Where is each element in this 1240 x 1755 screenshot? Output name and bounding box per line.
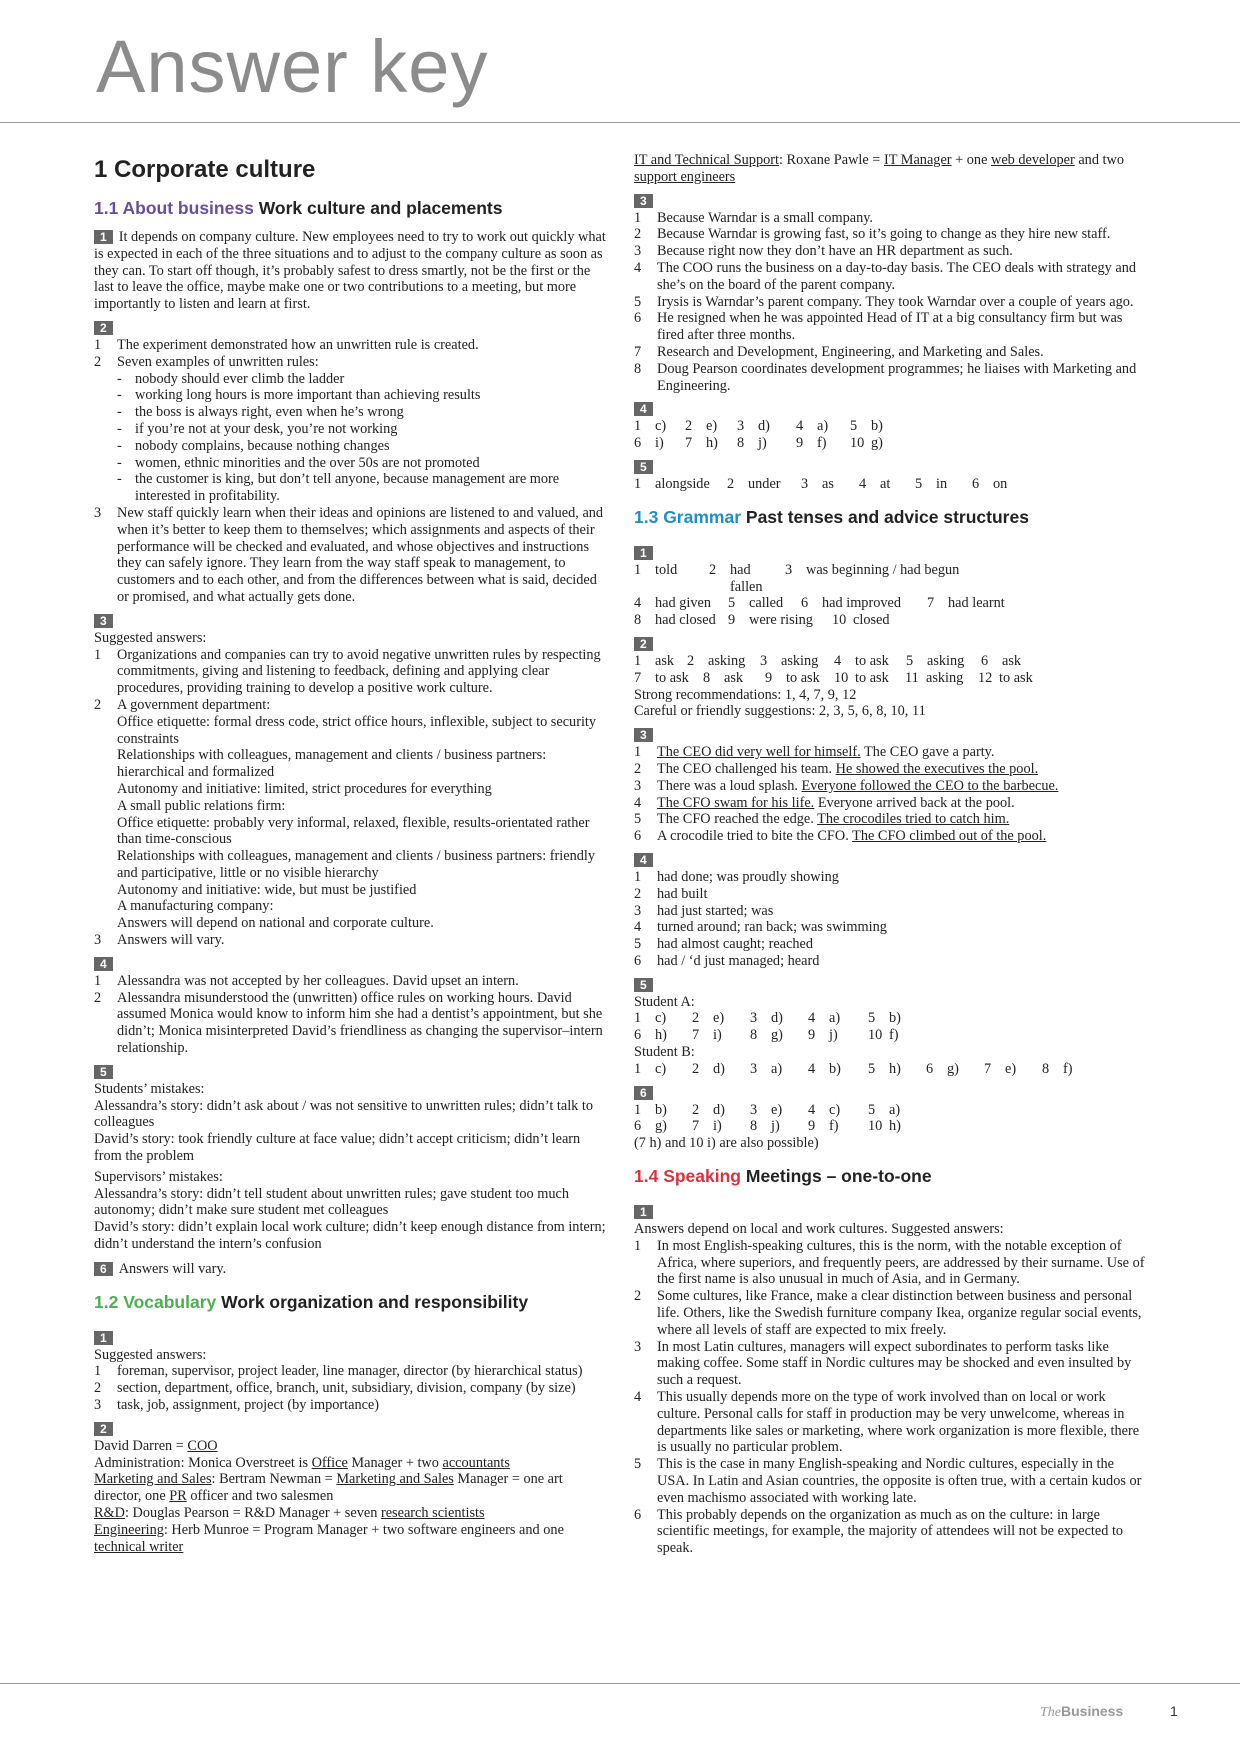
exercise-1-2-3: 1 Because Warndar is a small company. 2 Because Warndar is growing fast, so it’s going to change as they hire new staff. 3 Because right now they don’t have an HR department as such. 4 The COO runs the business on a day-to-day basis. The CEO deals with strategy and she’s on the board of the parent company. 5 Irysis is Warndar’s parent company. They took Warndar over a couple of years ago. 6 He resigned when he was appointed Head of IT at a big consultancy firm but was fired after three months. 7 Research and Development, Engineering, and Marketing and Sales. 8 Doug Pearson coordinates development programmes; he liaises with Marketing and Engineering. [634, 209, 1137, 394]
exercise-1-1-1: 1 It depends on company culture. New employees need to try to work out quickly what is expected in each of the three situations and to adjust to the company culture as soon as they can. To start off though, it’s probably safest to dress smartly, not be the first or the last to leave the office, maybe make one or two contributions to a meeting, but more importantly to listen and learn at first. [94, 229, 606, 313]
exercise-1-2-1: Suggested answers: 1 foreman, supervisor, project leader, line manager, director (by hierarchical status) 2 section, department, office, branch, unit, subsidiary, division, company (by size) 3 task, job, assignment, project (by importance) [94, 1346, 583, 1414]
exercise-number: 5 [634, 460, 653, 474]
exercise-1-3-1: 1 told 2 had fallen 3 was beginning / had begun 4 had given 5 called 6 had improved 7 had learnt 8 had closed 9 were rising 10 closed [634, 561, 1005, 629]
exercise-1-2-2: David Darren = COO Administration: Monica Overstreet is Office Manager + two accountants Marketing and Sales: Bertram Newman = Marketing and Sales Manager = one art director, one PR officer and two salesmen R&D: Douglas Pearson = R&D Manager + seven research scientists Engineering: Herb Munroe = Program Manager + two software engineers and one technical writer [94, 1437, 564, 1555]
exercise-number: 4 [94, 957, 113, 971]
exercise-1-3-4: 1 had done; was proudly showing 2 had built 3 had just started; was 4 turned around; ran back; was swimming 5 had almost caught; reached 6 had / ‘d just managed; heard [634, 868, 887, 969]
exercise-number: 2 [634, 637, 653, 651]
exercise-number: 1 [94, 1331, 113, 1345]
exercise-number: 2 [94, 1422, 113, 1436]
section-1-2-heading: 1.2 Vocabulary Work organization and responsibility [94, 1291, 529, 1312]
header-rule [0, 122, 1240, 123]
exercise-1-2-5: 1 alongside 2 under 3 as 4 at 5 in 6 on [634, 475, 1008, 492]
exercise-number: 5 [94, 1065, 113, 1079]
exercise-number: 3 [634, 728, 653, 742]
exercise-1-3-5: Student A: 1 c) 2 e) 3 d) 4 a) 5 b) 6 h) 7 i) 8 g) 9 j) 10 f) Student B: 1 c) 2 d) 3 a) 4 b) 5 h) 6 g) 7 e) 8 f) [634, 993, 1073, 1077]
left-column [94, 152, 606, 1555]
exercise-number: 3 [94, 614, 113, 628]
unit-title: 1 Corporate culture [94, 156, 316, 183]
exercise-number: 4 [634, 853, 653, 867]
section-1-4-heading: 1.4 Speaking Meetings – one-to-one [634, 1166, 932, 1187]
footer-rule [0, 1683, 1240, 1684]
exercise-1-4-1: Answers depend on local and work cultures. Suggested answers: 1 In most English-speaking cultures, this is the norm, with the notable exception of Africa, where superiors, and frequently peers, are addressed by their surname. Use of the first name is also unusual in much of Asia, and in Germany. 2 Some cultures, like France, make a clear distinction between business and personal life. Others, like the Swedish furniture company Ikea, organize regular social events, where all levels of staff are expected to mix freely. 3 In most Latin cultures, managers will expect subordinates to perform tasks like making coffee. Some staff in Nordic cultures may be shocked and even insulted by such a request. 4 This usually depends more on the type of work involved than on local or work culture. Personal calls for staff in production may be very unwelcome, whereas in departments like sales or marketing, where work organization is more flexible, there is usually no particular problem. 5 This is the case in many English-speaking and Nordic cultures, especially in the USA. In Latin and Asian countries, the opposite is often true, with a certain kudos or even machismo associated with working late. 6 This probably depends on the organization as much as on the culture: in large scientific meetings, for example, the majority of attendees will not be expected to speak. [634, 1221, 1145, 1557]
exercise-number: 4 [634, 402, 653, 416]
exercise-1-2-4: 1 c) 2 e) 3 d) 4 a) 5 b) 6 i) 7 h) 8 j) 9 f) 10 g) [634, 418, 883, 452]
exercise-1-1-6: 6 Answers will vary. [94, 1261, 606, 1278]
brand-logo: TheBusiness [1040, 1703, 1124, 1720]
right-column [634, 152, 1146, 1557]
page-title: Answer key [96, 25, 489, 108]
exercise-number: 1 [634, 546, 653, 560]
exercise-number: 3 [634, 194, 653, 208]
section-1-1-heading: 1.1 About business Work culture and placements [94, 198, 503, 218]
exercise-1-2-2-continued: IT and Technical Support: Roxane Pawle = IT Manager + one web developer and two support engineers [634, 152, 1125, 185]
exercise-1-1-5: Students’ mistakes: Alessandra’s story: didn’t ask about / was not sensitive to unwritten rules; didn’t talk to colleagues David’s story: took friendly culture at face value; didn’t accept criticism; didn’t learn from the problem Supervisors’ mistakes: Alessandra’s story: didn’t tell student about unwritten rules; gave student too much autonomy; didn’t make sure student met colleagues David’s story: didn’t explain local work culture; didn’t keep enough distance from intern; didn’t understand the intern’s confusion [94, 1080, 606, 1253]
section-1-3-heading: 1.3 Grammar Past tenses and advice structures [634, 506, 1029, 527]
exercise-number: 2 [94, 321, 113, 335]
exercise-1-1-4: 1 Alessandra was not accepted by her colleagues. David upset an intern. 2 Alessandra misunderstood the (unwritten) office rules on working hours. David assumed Monica would know to inform him she had a dentist’s appointment, but she didn’t; Monica misinterpreted David’s friendliness as changing the supervisor–intern relationship. [94, 972, 603, 1057]
exercise-1-1-2: 1 The experiment demonstrated how an unwritten rule is created. 2 Seven examples of unwritten rules: - nobody should ever climb the ladder - working long hours is more important than achieving results - the boss is always right, even when he’s wrong - if you’re not at your desk, you’re not working - nobody complains, because nothing changes - women, ethnic minorities and the over 50s are not promoted - the customer is king, but don’t tell anyone, because management are more interested in profitability. 3 New staff quickly learn when their ideas and opinions are listened to and valued, and when it’s better to keep them to themselves; which assignments and aspects of their performance will be checked and evaluated, and whose objectives and instructions they can safely ignore. They learn from the way staff speak to management, to customers and to each other, and from the differences between what is said, decided or promised, and what actually gets done. [94, 336, 604, 605]
exercise-1-3-6: 1 b) 2 d) 3 e) 4 c) 5 a) 6 g) 7 i) 8 j) 9 f) 10 h) (7 h) and 10 i) are also possible) [634, 1101, 901, 1152]
exercise-number: 5 [634, 978, 653, 992]
page-number: 1 [1170, 1703, 1178, 1719]
exercise-1-3-3: 1 The CEO did very well for himself. The CEO gave a party. 2 The CEO challenged his team. He showed the executives the pool. 3 There was a loud splash. Everyone followed the CEO to the barbecue. 4 The CFO swam for his life. Everyone arrived back at the pool. 5 The CFO reached the edge. The crocodiles tried to catch him. 6 A crocodile tried to bite the CFO. The CFO climbed out of the pool. [634, 744, 1059, 845]
exercise-1-3-2: 1 ask 2 asking 3 asking 4 to ask 5 asking 6 ask 7 to ask 8 ask 9 to ask 10 to ask 11 asking 12 to ask Strong recommendations: 1, 4, 7, 9, 12 Careful or friendly suggestions: 2, 3, 5, 6, 8, 10, 11 [634, 652, 1033, 720]
exercise-number: 1 [634, 1205, 653, 1219]
exercise-1-1-3: Suggested answers: 1 Organizations and companies can try to avoid negative unwritten rules by respecting commitments, giving and listening to feedback, defining and applying clear procedures, providing training to develop a positive work culture. 2 A government department: Office etiquette: formal dress code, strict office hours, inflexible, subject to security constraints Relationships with colleagues, management and clients / business partners: hierarchical and formalized Autonomy and initiative: limited, strict procedures for everything A small public relations firm: Office etiquette: probably very informal, relaxed, flexible, results-orientated rather than time-conscious Relationships with colleagues, management and clients / business partners: friendly and participative, little or no visible hierarchy Autonomy and initiative: wide, but must be justified A manufacturing company: Answers will depend on national and corporate culture. 3 Answers will vary. [94, 629, 601, 949]
exercise-number: 6 [634, 1086, 653, 1100]
